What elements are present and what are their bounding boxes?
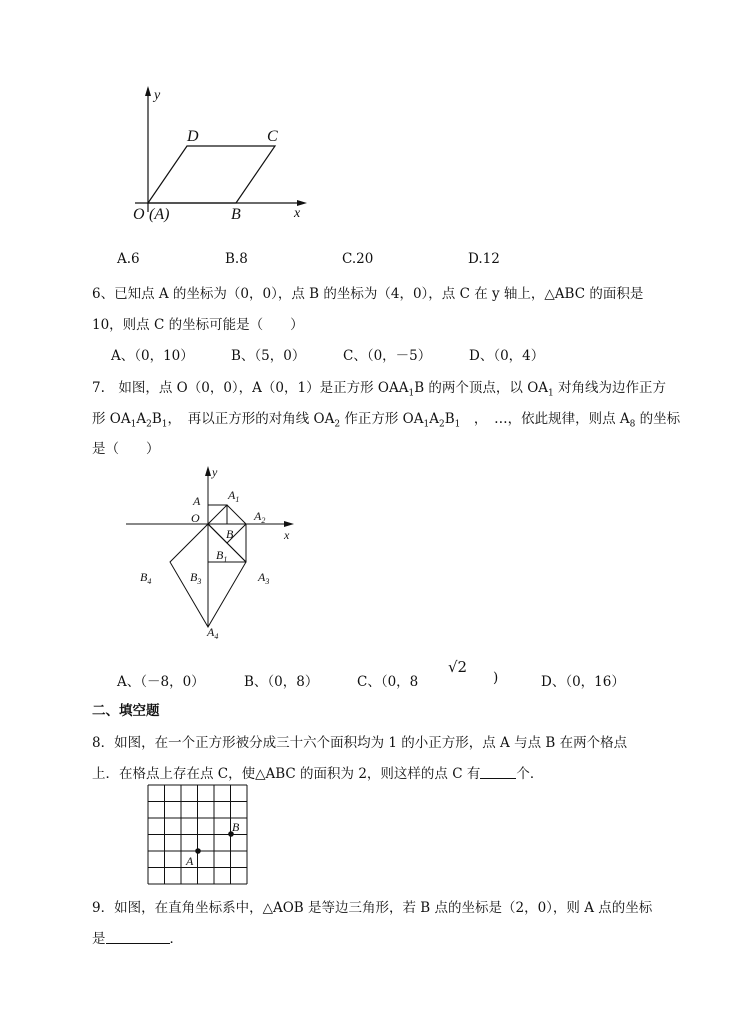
q7-text-line2: 形 $OA_1A_2B_1$， 再以正方形的对角线 $OA_2$ 作正方形 $OA_1A_2B_1$ ， …，依此规律，则点 $A_8$ 的坐标 (92, 411, 681, 430)
q7-x-arrow (284, 521, 294, 527)
q5-label-c: C (267, 128, 278, 145)
q5-parallelogram (148, 146, 275, 203)
q7-option-d[interactable]: D、（0，16） (541, 674, 625, 690)
q5-option-c[interactable]: C.20 (342, 251, 374, 267)
q6-option-d[interactable]: D、（0，4） (469, 348, 545, 364)
q6-text-line1: 6、已知点 A 的坐标为（0，0），点 B 的坐标为（4，0），点 C 在 y 轴上，△ABC 的面积是 (92, 286, 644, 302)
q7-label-b4: $B_4$ (140, 570, 152, 586)
q7-option-b[interactable]: B、（0，8） (244, 674, 319, 690)
q7-label-b1: $B_1$ (216, 548, 228, 564)
q5-label-o: O (133, 206, 145, 223)
q8-text-line1: 8．如图，在一个正方形被分成三十六个面积均为 1 的小正方形，点 A 与点 B 在两个格点 (92, 735, 628, 751)
q9-text-line1: 9．如图，在直角坐标系中，△AOB 是等边三角形，若 B 点的坐标是（2，0），则 A 点的坐标 (92, 900, 653, 916)
q5-option-b[interactable]: B.8 (225, 251, 248, 267)
q7-label-a2: $A_2$ (254, 509, 266, 525)
q9-text-line2: 是 ． (92, 931, 183, 947)
q5-label-d: D (187, 128, 199, 145)
q5-label-y: y (154, 88, 161, 103)
q8-point-a (195, 848, 201, 854)
q6-text-line2: 10，则点 C 的坐标可能是（ ） (92, 317, 304, 333)
q6-option-c[interactable]: C、（0，－5） (343, 348, 432, 364)
q6-option-a[interactable]: A、（0，10） (111, 348, 194, 364)
q7-figure (120, 462, 310, 644)
q7-label-x: x (284, 528, 290, 542)
q6-option-b[interactable]: B、（5，0） (231, 348, 306, 364)
q7-text-line3: 是（ ） (92, 441, 160, 457)
q9-answer-blank[interactable] (106, 931, 170, 944)
q7-text-line1: 7. 如图，点 O（0，0），A（0，1）是正方形 $OAA_1B$ 的两个顶点，以 $OA_1$ 对角线为边作正方 (92, 380, 667, 399)
q7-y-arrow (205, 466, 211, 476)
q7-label-b3: $B_3$ (190, 570, 202, 586)
q5-y-arrow (145, 86, 151, 96)
q7-option-c-close: ) (493, 670, 499, 686)
q5-label-x: x (294, 206, 301, 221)
q7-label-a4: $A_4$ (207, 625, 219, 641)
q7-sqrt2: √2 (448, 658, 468, 676)
q5-label-a: (A) (149, 206, 170, 223)
q5-figure (125, 82, 315, 227)
section-title: 二、填空题 (92, 703, 160, 719)
q8-text-line2: 上．在格点上存在点 C，使△ABC 的面积为 2，则这样的点 C 有 个． (92, 766, 544, 782)
q7-label-b: B (226, 527, 234, 541)
q8-grid-figure (143, 783, 253, 891)
q7-option-c[interactable]: C、（0，8 (357, 674, 419, 690)
q7-label-a: A (193, 494, 201, 508)
q5-option-d[interactable]: D.12 (468, 251, 500, 267)
q7-label-o: O (191, 511, 200, 525)
q5-option-a[interactable]: A.6 (117, 251, 140, 267)
q7-label-y: y (212, 465, 218, 479)
q5-label-b: B (231, 206, 241, 223)
q7-label-a1: $A_1$ (228, 488, 240, 504)
q8-label-b: B (232, 820, 240, 834)
q8-label-a: A (186, 854, 194, 868)
q8-answer-blank[interactable] (480, 766, 516, 779)
q7-option-a[interactable]: A、（－8，0） (117, 674, 205, 690)
q7-label-a3: $A_3$ (258, 570, 270, 586)
